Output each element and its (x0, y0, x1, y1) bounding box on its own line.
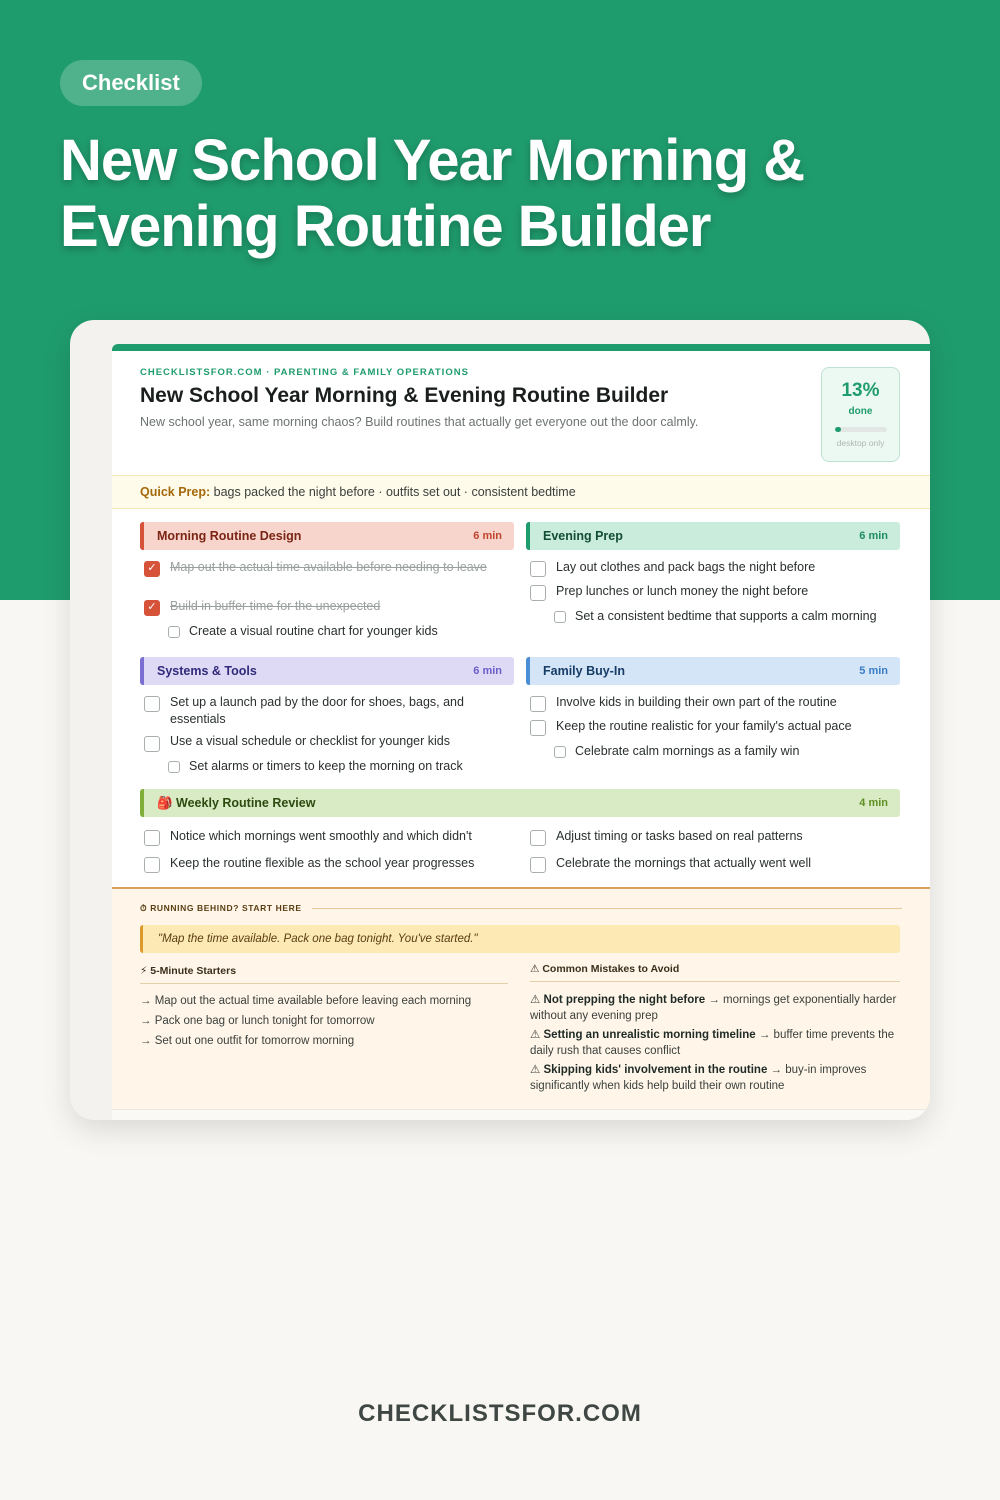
checkbox[interactable] (530, 830, 546, 846)
mistake-item: ⚠ Not prepping the night before → mornings get exponentially harder without any evening prep (530, 994, 897, 1022)
section-morning-title: Morning Routine Design (157, 529, 302, 543)
checklist-item: Celebrate calm mornings as a family win (575, 744, 800, 758)
checkbox[interactable] (168, 761, 180, 773)
checkbox[interactable] (144, 736, 160, 752)
checklist-item: Adjust timing or tasks based on real patterns (556, 829, 803, 843)
starter-item: → Map out the actual time available before leaving each morning (140, 995, 472, 1007)
quick-prep-label: Quick Prep: (140, 485, 211, 499)
section-family-time: 5 min (859, 665, 888, 677)
section-family-title: Family Buy-In (543, 664, 625, 678)
progress-bar (835, 427, 887, 432)
page-subtitle: New school year, same morning chaos? Build routines that actually get everyone out the door calmly. (140, 415, 699, 429)
checklist-item: Keep the routine realistic for your family's actual pace (556, 719, 852, 733)
checklist-item: Involve kids in building their own part of the routine (556, 695, 837, 709)
checklist-item: Prep lunches or lunch money the night before (556, 584, 809, 598)
quick-prep-banner (112, 475, 930, 509)
checklist-item: Lay out clothes and pack bags the night before (556, 560, 816, 574)
starter-item: → Pack one bag or lunch tonight for tomorrow (140, 1015, 375, 1027)
section-systems-title: Systems & Tools (157, 664, 257, 678)
section-systems (140, 657, 514, 685)
running-behind-header: ⏱ RUNNING BEHIND? START HERE (140, 903, 302, 913)
hero-title: New School Year Morning & Evening Routine Builder (60, 128, 805, 259)
section-evening-title: Evening Prep (543, 529, 623, 543)
mistake-item: ⚠ Skipping kids' involvement in the routine → buy-in improves significantly when kids help build their own routine (530, 1064, 867, 1092)
progress-done-label: done (848, 406, 873, 417)
checkbox[interactable] (530, 585, 546, 601)
brand-breadcrumb[interactable]: CHECKLISTSFOR.COM · PARENTING & FAMILY OPERATIONS (140, 367, 469, 378)
page-title: New School Year Morning & Evening Routine Builder (140, 384, 669, 407)
progress-note: desktop only (836, 438, 885, 448)
section-weekly-title: 🎒 Weekly Routine Review (157, 795, 316, 810)
preview-frame (70, 320, 930, 1120)
checkbox[interactable] (554, 611, 566, 623)
divider (312, 908, 902, 909)
section-evening-time: 6 min (859, 530, 888, 542)
checkbox-checked[interactable]: ✓ (144, 561, 160, 577)
checklist-item: Set a consistent bedtime that supports a calm morning (575, 609, 877, 623)
checkbox-checked[interactable]: ✓ (144, 600, 160, 616)
checkbox[interactable] (530, 720, 546, 736)
divider (140, 983, 508, 984)
progress-bar-fill (835, 427, 842, 432)
checkbox[interactable] (554, 746, 566, 758)
mistake-item: ⚠ Setting an unrealistic morning timeline → buffer time prevents the daily rush that causes conflict (530, 1029, 895, 1057)
section-family (526, 657, 900, 685)
section-evening (526, 522, 900, 550)
section-systems-time: 6 min (473, 665, 502, 677)
checklist-item: Keep the routine flexible as the school year progresses (170, 856, 475, 870)
motivation-quote: "Map the time available. Pack one bag tonight. You've started." (140, 925, 900, 953)
section-weekly-time: 4 min (859, 797, 888, 809)
progress-percent: 13% (841, 380, 880, 401)
checkbox[interactable] (530, 696, 546, 712)
starters-title: ⚡ 5-Minute Starters (140, 965, 237, 977)
checklist-item: Map out the actual time available before needing to leave (170, 560, 487, 574)
checklist-item: Create a visual routine chart for younger kids (189, 624, 438, 638)
checklist-item: Celebrate the mornings that actually went well (556, 856, 811, 870)
section-morning (140, 522, 514, 550)
running-behind-panel (112, 887, 930, 1109)
starter-item: → Set out one outfit for tomorrow morning (140, 1035, 355, 1047)
section-weekly-header[interactable] (140, 789, 900, 817)
checkbox[interactable] (144, 830, 160, 846)
checklist-item: Set up a launch pad by the door for shoes, bags, and essentials (170, 695, 464, 726)
divider (530, 981, 900, 982)
quick-prep-text: bags packed the night before · outfits set out · consistent bedtime (210, 485, 576, 499)
site-domain[interactable]: CHECKLISTSFOR.COM (358, 1400, 642, 1427)
checklist-item: Use a visual schedule or checklist for younger kids (170, 734, 450, 748)
checkbox[interactable] (530, 857, 546, 873)
section-morning-header[interactable] (140, 522, 514, 550)
mistakes-title: ⚠ Common Mistakes to Avoid (530, 963, 680, 975)
checklist-item: Notice which mornings went smoothly and which didn't (170, 829, 472, 843)
checkbox[interactable] (144, 857, 160, 873)
section-morning-time: 6 min (473, 530, 502, 542)
section-systems-header[interactable] (140, 657, 514, 685)
checklist-card (112, 344, 930, 1120)
checklist-item: Build in buffer time for the unexpected (170, 599, 381, 613)
section-evening-header[interactable] (526, 522, 900, 550)
checklist-item: Set alarms or timers to keep the morning on track (189, 759, 463, 773)
card-footer (112, 1109, 930, 1120)
section-weekly (140, 789, 900, 817)
checkbox[interactable] (530, 561, 546, 577)
checkbox[interactable] (144, 696, 160, 712)
checkbox[interactable] (168, 626, 180, 638)
progress-widget (821, 367, 900, 462)
checklist-badge: Checklist (60, 60, 202, 106)
section-family-header[interactable] (526, 657, 900, 685)
